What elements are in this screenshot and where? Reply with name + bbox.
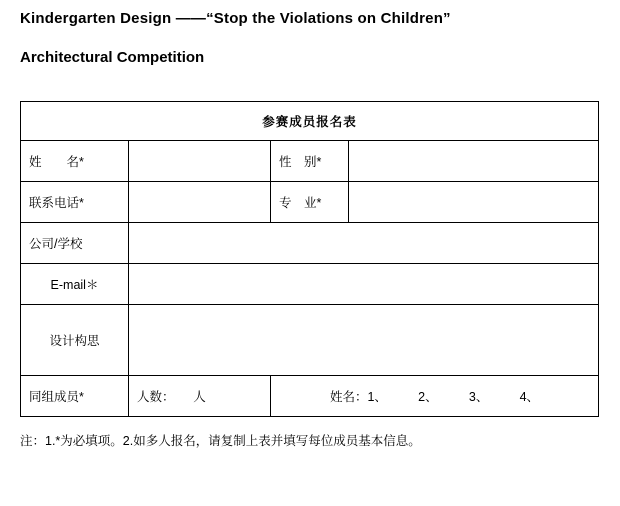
page-subtitle: Architectural Competition [20,49,205,66]
input-design-idea[interactable] [129,305,599,376]
table-row [21,141,599,182]
table-row [21,376,599,417]
input-email[interactable] [129,264,599,305]
table-row [21,102,599,141]
input-phone[interactable] [129,182,271,223]
label-major: 专 业* [271,182,349,223]
form-title: 参赛成员报名表 [21,102,599,141]
input-company[interactable] [129,223,599,264]
label-email: E-mail＊ [21,264,129,305]
input-team-count[interactable]: 人数： 人 [129,376,271,417]
table-row [21,182,599,223]
table-row [21,223,599,264]
label-design-idea: 设计构思 [21,305,129,376]
input-gender[interactable] [349,141,599,182]
label-company: 公司/学校 [21,223,129,264]
input-team-names[interactable]: 姓名：1、 2、 3、 4、 [271,376,599,417]
label-phone: 联系电话* [21,182,129,223]
registration-form-table [20,101,599,417]
page-title: Kindergarten Design ——“Stop the Violations on Children” [20,10,451,27]
input-major[interactable] [349,182,599,223]
table-row [21,264,599,305]
label-team-members: 同组成员* [21,376,129,417]
label-gender: 性 别* [271,141,349,182]
table-row [21,305,599,376]
form-note: 注：1.*为必填项。2.如多人报名，请复制上表并填写每位成员基本信息。 [20,434,421,448]
label-name: 姓 名* [21,141,129,182]
input-name[interactable] [129,141,271,182]
